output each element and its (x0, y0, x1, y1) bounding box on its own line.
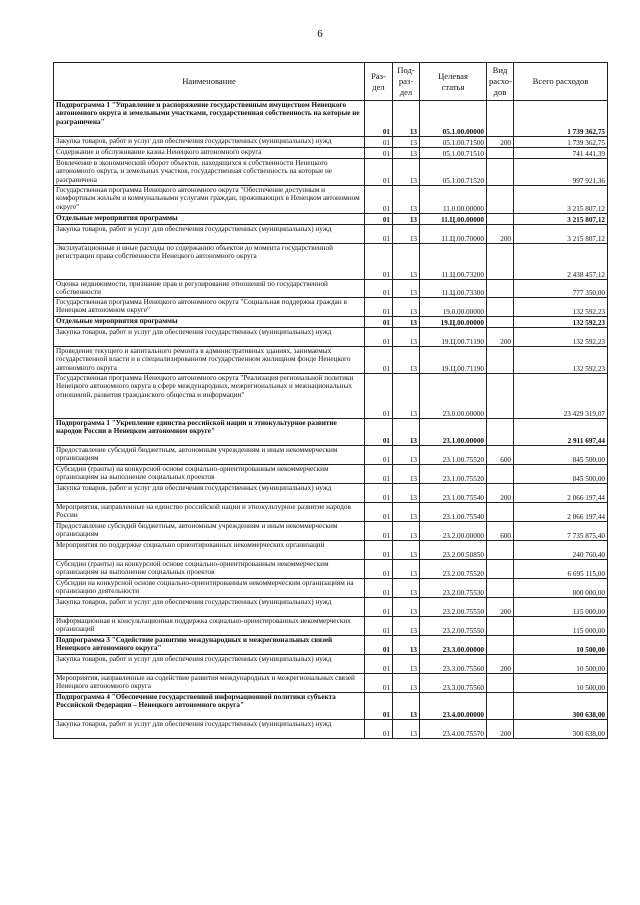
row-target-article: 23.1.00.75520 (420, 446, 487, 465)
row-section: 01 (365, 674, 393, 693)
table-row (54, 101, 608, 137)
row-name: Закупка товаров, работ и услуг для обеспечения государственных (муниципальных) нужд (54, 720, 365, 739)
table-row (54, 579, 608, 598)
row-subsection: 13 (393, 214, 420, 225)
header-total-expenses: Всего расходов (514, 63, 608, 101)
row-subsection: 13 (393, 560, 420, 579)
row-name: Закупка товаров, работ и услуг для обеспечения государственных (муниципальных) нужд (54, 484, 365, 503)
row-subsection: 13 (393, 674, 420, 693)
table-row (54, 522, 608, 541)
row-subsection: 13 (393, 317, 420, 328)
row-expense-type (487, 159, 514, 186)
table-row (54, 298, 608, 317)
row-subsection: 13 (393, 137, 420, 148)
row-subsection: 13 (393, 541, 420, 560)
row-target-article: 05.1.00.00000 (420, 101, 487, 137)
row-expense-type (487, 693, 514, 720)
row-section: 01 (365, 148, 393, 159)
table-row (54, 328, 608, 347)
page-number: 6 (317, 28, 323, 40)
row-total: 741 441,39 (514, 148, 608, 159)
row-name: Закупка товаров, работ и услуг для обеспечения государственных (муниципальных) нужд (54, 598, 365, 617)
row-target-article: 23.4.00.75570 (420, 720, 487, 739)
row-subsection: 13 (393, 280, 420, 298)
row-name: Содержание и обслуживание казны Ненецкого автономного округа (54, 148, 365, 159)
row-target-article: 23.2.00.75550 (420, 598, 487, 617)
row-section: 01 (365, 522, 393, 541)
row-section: 01 (365, 720, 393, 739)
row-total: 2 066 197,44 (514, 484, 608, 503)
row-section: 01 (365, 298, 393, 317)
row-total: 7 735 875,40 (514, 522, 608, 541)
row-section: 01 (365, 446, 393, 465)
row-name: Государственная программа Ненецкого автономного округа "Обеспечение доступным и комфортным жильём и коммунальными услугами граждан, проживающих в Ненецком автономном округе" (54, 186, 365, 214)
row-target-article: 23.3.00.75560 (420, 655, 487, 674)
row-subsection: 13 (393, 522, 420, 541)
row-target-article: 23.3.00.75560 (420, 674, 487, 693)
row-section: 01 (365, 225, 393, 244)
row-expense-type (487, 298, 514, 317)
row-subsection: 13 (393, 484, 420, 503)
row-subsection: 13 (393, 617, 420, 636)
row-total: 3 215 807,12 (514, 214, 608, 225)
row-expense-type (487, 244, 514, 280)
row-expense-type (487, 148, 514, 159)
table-header-row (54, 63, 608, 101)
row-section: 01 (365, 214, 393, 225)
row-subsection: 13 (393, 720, 420, 739)
row-expense-type (487, 465, 514, 484)
row-section: 01 (365, 137, 393, 148)
row-total: 777 350,00 (514, 280, 608, 298)
row-expense-type (487, 674, 514, 693)
row-total: 240 760,40 (514, 541, 608, 560)
row-total: 3 215 807,12 (514, 225, 608, 244)
row-name: Государственная программа Ненецкого автономного округа "Социальная поддержка граждан в Ненецком автономном округе" (54, 298, 365, 317)
row-total: 2 066 197,44 (514, 503, 608, 522)
row-target-article: 11.Ц.00.00000 (420, 214, 487, 225)
table-row (54, 503, 608, 522)
row-total: 800 000,00 (514, 579, 608, 598)
table-row (54, 159, 608, 186)
row-section: 01 (365, 655, 393, 674)
row-expense-type: 200 (487, 225, 514, 244)
table-row (54, 148, 608, 159)
row-expense-type: 200 (487, 137, 514, 148)
row-total: 23 429 319,07 (514, 374, 608, 419)
row-total: 997 921,36 (514, 159, 608, 186)
row-section: 01 (365, 101, 393, 137)
row-expense-type (487, 186, 514, 214)
table-row (54, 374, 608, 419)
row-name: Предоставление субсидий бюджетным, автономным учреждениям и иным некоммерческим организациям (54, 446, 365, 465)
row-name: Закупка товаров, работ и услуг для обеспечения государственных (муниципальных) нужд (54, 137, 365, 148)
row-total: 845 500,00 (514, 465, 608, 484)
row-target-article: 19.Ц.00.71190 (420, 328, 487, 347)
row-name: Субсидии (гранты) на конкурсной основе социально-ориентированным некоммерческим организациям на выполнение социальных проектов (54, 560, 365, 579)
row-total: 132 592,23 (514, 328, 608, 347)
row-subsection: 13 (393, 503, 420, 522)
row-total: 1 739 362,75 (514, 137, 608, 148)
row-name: Отдельные мероприятия программы (54, 317, 365, 328)
row-name: Проведение текущего и капитального ремонта в административных зданиях, занимаемых государственной власти и в специализированном государственном жилищном фонде Ненецкого автономного округа (54, 347, 365, 374)
row-total: 845 500,00 (514, 446, 608, 465)
row-name: Информационная и консультационная поддержка социально-ориентированных некоммерческих организаций (54, 617, 365, 636)
table-row (54, 636, 608, 655)
row-name: Государственная программа Ненецкого автономного округа "Реализация региональной политики Ненецкого автономного округа в сфере международных, межрегиональных и межнациональных отношений, развития гражданского общества и информации" (54, 374, 365, 419)
header-section: Раз- дел (365, 63, 393, 101)
row-expense-type (487, 419, 514, 446)
table-row (54, 465, 608, 484)
row-section: 01 (365, 374, 393, 419)
row-subsection: 13 (393, 598, 420, 617)
row-target-article: 11.Ц.00.70000 (420, 225, 487, 244)
row-target-article: 11.Ц.00.73300 (420, 280, 487, 298)
table-row (54, 484, 608, 503)
row-name: Закупка товаров, работ и услуг для обеспечения государственных (муниципальных) нужд (54, 655, 365, 674)
row-section: 01 (365, 317, 393, 328)
table-row (54, 446, 608, 465)
row-section: 01 (365, 159, 393, 186)
row-target-article: 23.2.00.75550 (420, 617, 487, 636)
row-total: 132 592,23 (514, 317, 608, 328)
row-expense-type (487, 636, 514, 655)
row-subsection: 13 (393, 446, 420, 465)
budget-table (53, 62, 608, 739)
row-target-article: 23.3.00.00000 (420, 636, 487, 655)
row-subsection: 13 (393, 465, 420, 484)
row-section: 01 (365, 347, 393, 374)
row-section: 01 (365, 598, 393, 617)
row-target-article: 23.2.00.75530 (420, 579, 487, 598)
row-name: Субсидии (гранты) на конкурсной основе социально-ориентированным некоммерческим организациям на выполнение социальных проектов (54, 465, 365, 484)
row-name: Отдельные мероприятия программы (54, 214, 365, 225)
row-name: Эксплуатационные и иные расходы по содержанию объектов до момента государственной регистрации права собственности Ненецкого автономного округа (54, 244, 365, 280)
header-name: Наименование (54, 63, 365, 101)
row-expense-type: 200 (487, 720, 514, 739)
row-expense-type: 600 (487, 446, 514, 465)
table-row (54, 244, 608, 280)
row-name: Вовлечение в экономический оборот объектов, находящихся в собственности Ненецкого автономного округа, и земельных участков, государственная собственность на которые не разграничена (54, 159, 365, 186)
row-expense-type (487, 347, 514, 374)
row-section: 01 (365, 617, 393, 636)
table-row (54, 541, 608, 560)
row-target-article: 19.Ц.00.71190 (420, 347, 487, 374)
row-section: 01 (365, 579, 393, 598)
table-row (54, 347, 608, 374)
row-expense-type (487, 560, 514, 579)
header-subsection: Под- раз- дел (393, 63, 420, 101)
row-name: Подпрограмма 4 "Обеспечение государственной информационной политики субъекта Российской Федерации – Ненецкого автономного округа" (54, 693, 365, 720)
row-expense-type: 200 (487, 598, 514, 617)
row-target-article: 19.Ц.00.00000 (420, 317, 487, 328)
row-target-article: 19.0.00.00000 (420, 298, 487, 317)
row-subsection: 13 (393, 347, 420, 374)
row-total: 10 500,00 (514, 655, 608, 674)
row-total: 115 000,00 (514, 598, 608, 617)
row-section: 01 (365, 280, 393, 298)
header-target-article: Целевая статья (420, 63, 487, 101)
row-target-article: 05.1.00.71500 (420, 137, 487, 148)
row-expense-type (487, 101, 514, 137)
row-name: Подпрограмма 3 "Содействие развитию международных и межрегиональных связей Ненецкого автономного округа" (54, 636, 365, 655)
row-expense-type (487, 374, 514, 419)
row-section: 01 (365, 419, 393, 446)
table-row (54, 214, 608, 225)
row-total: 2 911 697,44 (514, 419, 608, 446)
row-subsection: 13 (393, 655, 420, 674)
table-row (54, 693, 608, 720)
row-name: Оценка недвижимости, признание прав и регулирование отношений по государственной собственности (54, 280, 365, 298)
table-body (54, 101, 608, 739)
row-subsection: 13 (393, 148, 420, 159)
row-total: 132 592,23 (514, 298, 608, 317)
row-target-article: 05.1.00.71510 (420, 148, 487, 159)
row-name: Мероприятия, направленные на содействие развития международных и межрегиональных связей Ненецкого автономного округа (54, 674, 365, 693)
row-subsection: 13 (393, 693, 420, 720)
table-row (54, 137, 608, 148)
table-row (54, 280, 608, 298)
row-target-article: 23.2.00.50850 (420, 541, 487, 560)
row-expense-type: 200 (487, 328, 514, 347)
row-expense-type (487, 503, 514, 522)
row-subsection: 13 (393, 328, 420, 347)
row-total: 300 638,00 (514, 720, 608, 739)
row-subsection: 13 (393, 579, 420, 598)
row-section: 01 (365, 693, 393, 720)
row-subsection: 13 (393, 159, 420, 186)
table-row (54, 560, 608, 579)
row-target-article: 23.1.00.75540 (420, 503, 487, 522)
row-section: 01 (365, 186, 393, 214)
row-target-article: 11.Ц.00.73200 (420, 244, 487, 280)
row-name: Субсидии на конкурсной основе социально-ориентированным некоммерческим организациям на организацию деятельности (54, 579, 365, 598)
table-row (54, 186, 608, 214)
row-target-article: 11.0.00.00000 (420, 186, 487, 214)
table-row (54, 419, 608, 446)
row-expense-type: 200 (487, 655, 514, 674)
row-total: 6 695 115,00 (514, 560, 608, 579)
row-name: Мероприятия по поддержке социально ориентированных некоммерческих организаций (54, 541, 365, 560)
row-total: 10 500,00 (514, 636, 608, 655)
table-row (54, 617, 608, 636)
row-total: 10 500,00 (514, 674, 608, 693)
row-name: Подпрограмма 1 "Укрепление единства российской нации и этнокультурное развитие народов России в Ненецком автономном округе" (54, 419, 365, 446)
table-row (54, 317, 608, 328)
row-target-article: 23.1.00.00000 (420, 419, 487, 446)
row-expense-type (487, 214, 514, 225)
row-subsection: 13 (393, 101, 420, 137)
row-expense-type (487, 541, 514, 560)
row-section: 01 (365, 328, 393, 347)
row-section: 01 (365, 636, 393, 655)
row-section: 01 (365, 465, 393, 484)
table-row (54, 598, 608, 617)
row-subsection: 13 (393, 186, 420, 214)
row-name: Закупка товаров, работ и услуг для обеспечения государственных (муниципальных) нужд (54, 225, 365, 244)
row-subsection: 13 (393, 225, 420, 244)
row-total: 300 638,00 (514, 693, 608, 720)
row-target-article: 23.2.00.75520 (420, 560, 487, 579)
row-name: Подпрограмма 1 "Управление и распоряжение государственным имуществом Ненецкого автономного округа и земельными участками, государственная собственность на которые не разграничена" (54, 101, 365, 137)
row-expense-type (487, 280, 514, 298)
row-total: 132 592,23 (514, 347, 608, 374)
row-expense-type (487, 617, 514, 636)
table-row (54, 720, 608, 739)
row-name: Мероприятия, направленные на единство российской нации и этнокультурное развитие народов России (54, 503, 365, 522)
row-section: 01 (365, 541, 393, 560)
row-name: Предоставление субсидий бюджетным, автономным учреждениям и иным некоммерческим организациям (54, 522, 365, 541)
row-section: 01 (365, 503, 393, 522)
row-total: 3 215 807,12 (514, 186, 608, 214)
row-total: 1 739 362,75 (514, 101, 608, 137)
header-expense-type: Вид расхо- дов (487, 63, 514, 101)
row-target-article: 23.1.00.75520 (420, 465, 487, 484)
table-row (54, 225, 608, 244)
row-expense-type: 200 (487, 484, 514, 503)
row-target-article: 05.1.00.71520 (420, 159, 487, 186)
row-expense-type (487, 317, 514, 328)
row-name: Закупка товаров, работ и услуг для обеспечения государственных (муниципальных) нужд (54, 328, 365, 347)
row-section: 01 (365, 484, 393, 503)
row-target-article: 23.4.00.00000 (420, 693, 487, 720)
row-target-article: 23.0.00.00000 (420, 374, 487, 419)
row-subsection: 13 (393, 374, 420, 419)
row-section: 01 (365, 244, 393, 280)
row-subsection: 13 (393, 298, 420, 317)
row-subsection: 13 (393, 636, 420, 655)
row-subsection: 13 (393, 244, 420, 280)
row-target-article: 23.1.00.75540 (420, 484, 487, 503)
table-row (54, 655, 608, 674)
row-total: 115 000,00 (514, 617, 608, 636)
table-row (54, 674, 608, 693)
row-target-article: 23.2.00.00000 (420, 522, 487, 541)
row-subsection: 13 (393, 419, 420, 446)
row-section: 01 (365, 560, 393, 579)
row-total: 2 438 457,12 (514, 244, 608, 280)
row-expense-type (487, 579, 514, 598)
row-expense-type: 600 (487, 522, 514, 541)
